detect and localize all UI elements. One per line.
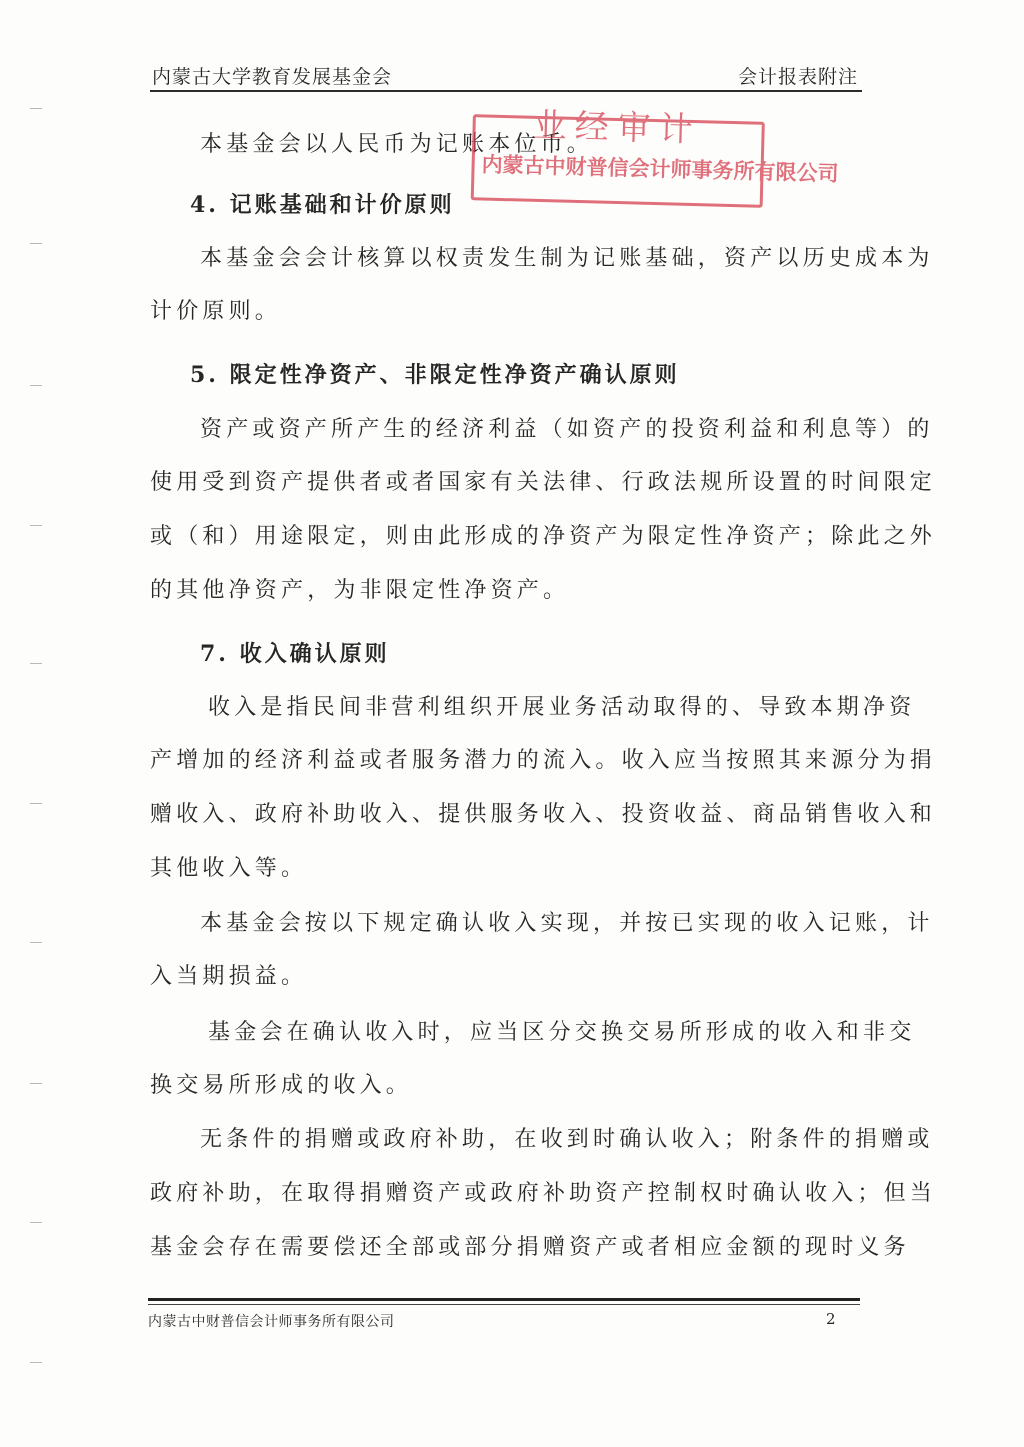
body-line: 基金会存在需要偿还全部或部分捐赠资产或者相应金额的现时义务 [150,1235,910,1260]
body-line: 的其他净资产，为非限定性净资产。 [150,578,570,603]
body-line: 产增加的经济利益或者服务潜力的流入。收入应当按照其来源分为捐 [150,748,937,773]
scan-mark [30,663,42,664]
body-line: 入当期损益。 [150,964,308,989]
scan-mark [30,525,42,526]
body-line: 本基金会按以下规定确认收入实现，并按已实现的收入记账，计 [200,911,934,936]
scan-mark [30,942,42,943]
body-line: 资产或资产所产生的经济利益（如资产的投资利益和利息等）的 [200,417,934,442]
body-line: 换交易所形成的收入。 [150,1073,413,1098]
section-heading: 5. 限定性净资产、非限定性净资产确认原则 [190,362,680,388]
body-line: 本基金会会计核算以权责发生制为记账基础，资产以历史成本为 [200,246,934,271]
scan-mark [30,1362,42,1363]
stamp-top-text: 业经审计 [532,105,702,151]
section-heading: 7. 收入确认原则 [200,641,390,667]
footer-rule [148,1298,860,1301]
body-line: 使用受到资产提供者或者国家有关法律、行政法规所设置的时间限定 [150,470,937,495]
scan-mark [30,385,42,386]
body-line: 收入是指民间非营利组织开展业务活动取得的、导致本期净资 [208,695,916,720]
header-organization: 内蒙古大学教育发展基金会 [152,66,393,88]
body-line: 无条件的捐赠或政府补助，在收到时确认收入；附条件的捐赠或 [200,1127,934,1152]
body-line: 基金会在确认收入时，应当区分交换交易所形成的收入和非交 [208,1020,916,1045]
page-number: 2 [826,1310,836,1328]
scan-mark [30,1222,42,1223]
footer-firm-name: 内蒙古中财普信会计师事务所有限公司 [148,1314,395,1330]
scan-mark [30,1083,42,1084]
header-rule [150,90,862,92]
scan-mark [30,108,42,109]
footer-rule-thin [148,1304,860,1305]
body-line: 政府补助，在取得捐赠资产或政府补助资产控制权时确认收入；但当 [150,1181,937,1206]
body-line: 其他收入等。 [150,856,308,881]
body-line: 本基金会以人民币为记账本位币。 [200,132,594,157]
stamp-bottom-text: 内蒙古中财普信会计师事务所有限公司 [481,151,839,186]
section-heading: 4. 记账基础和计价原则 [190,192,455,218]
scan-mark [30,803,42,804]
body-line: 计价原则。 [150,299,282,324]
audit-stamp [471,96,839,208]
header-section-title: 会计报表附注 [737,66,858,88]
body-line: 赠收入、政府补助收入、提供服务收入、投资收益、商品销售收入和 [150,802,937,827]
scan-mark [30,243,42,244]
body-line: 或（和）用途限定，则由此形成的净资产为限定性净资产；除此之外 [150,524,937,549]
